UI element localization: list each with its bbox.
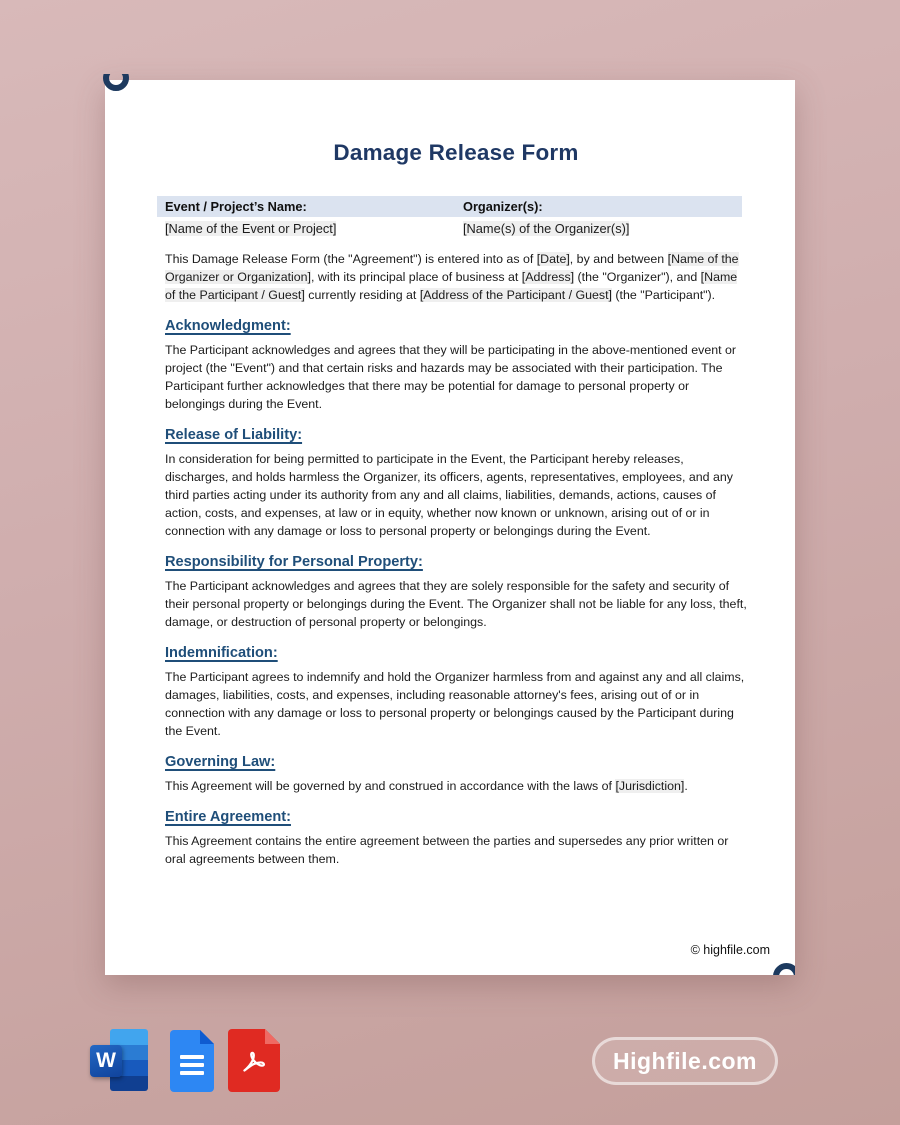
value-event-project-name: [Name of the Event or Project] <box>165 221 337 236</box>
google-docs-icon[interactable] <box>170 1030 214 1092</box>
header-organizers: Organizer(s): <box>463 199 543 214</box>
section-responsibility-for-personal-property <box>165 554 747 631</box>
document-page <box>105 80 795 975</box>
pdf-icon[interactable] <box>228 1029 280 1092</box>
section-release-of-liability <box>165 427 747 540</box>
section-body: In consideration for being permitted to participate in the Event, the Participant hereby releases, discharges, and holds harmless the Organizer, its officers, agents, representatives, employees, and any third parties acting under its authority from any and all claims, liabilities, demands, actions, causes of action, costs, and expenses, at law or in equity, whether now known or unknown, arising out of or in connection with any damage or loss to personal property or belongings during the Event. <box>165 452 733 538</box>
section-body: The Participant acknowledges and agrees that they are solely responsible for the safety and security of their personal property or belongings during the Event. The Organizer shall not be liable for any loss, theft, damage, or destruction of personal property or belongings. <box>165 579 747 629</box>
section-heading: Indemnification: <box>165 645 278 661</box>
info-table-header-row <box>157 196 742 217</box>
section-entire-agreement <box>165 809 747 868</box>
info-table-value-row <box>157 217 742 241</box>
section-body: This Agreement will be governed by and construed in accordance with the laws of [Jurisdiction]. <box>165 779 688 793</box>
value-organizers: [Name(s) of the Organizer(s)] <box>463 221 630 236</box>
section-heading: Governing Law: <box>165 754 276 770</box>
copyright-footer: © highfile.com <box>690 943 770 957</box>
section-body: This Agreement contains the entire agreement between the parties and supersedes any prior written or oral agreements between them. <box>165 834 729 866</box>
section-heading: Responsibility for Personal Property: <box>165 554 423 570</box>
section-heading: Acknowledgment: <box>165 318 291 334</box>
gdocs-fold <box>200 1030 214 1044</box>
page-title: Damage Release Form <box>333 140 579 165</box>
section-body: The Participant acknowledges and agrees that they will be participating in the above-mentioned event or project (the "Event") and that certain risks and hazards may be associated with their participation. The Participant further acknowledges that there may be potential for damage to personal property or belongings during the Event. <box>165 343 737 411</box>
pdf-fold <box>265 1029 280 1044</box>
acrobat-glyph <box>237 1045 271 1079</box>
section-heading: Release of Liability: <box>165 427 303 443</box>
header-event-project-name: Event / Project’s Name: <box>165 199 307 214</box>
intro-paragraph: This Damage Release Form (the "Agreement") is entered into as of [Date], by and between [Name of the Organizer or Organization], with its principal place of business at [Address] (the "Organizer"), and [Name of the Participant / Guest] currently residing at [Address of the Participant / Guest] (the "Participant"). <box>165 252 739 302</box>
section-indemnification <box>165 645 747 740</box>
section-heading: Entire Agreement: <box>165 809 291 825</box>
decorative-ring-top-left <box>103 74 130 92</box>
highfile-brand-button[interactable]: Highfile.com <box>592 1037 778 1085</box>
ms-word-icon[interactable] <box>90 1029 148 1092</box>
word-letter: W <box>90 1045 122 1077</box>
section-acknowledgment <box>165 318 747 413</box>
section-governing-law <box>165 754 747 795</box>
section-body: The Participant agrees to indemnify and hold the Organizer harmless from and against any and all claims, damages, liabilities, costs, and expenses, including reasonable attorney's fees, arising out of or in connection with any damage or loss to personal property or belongings caused by the Participant during the Event. <box>165 670 745 738</box>
decorative-ring-bottom-right <box>773 963 795 975</box>
document-content <box>165 140 747 868</box>
info-table <box>157 196 742 241</box>
